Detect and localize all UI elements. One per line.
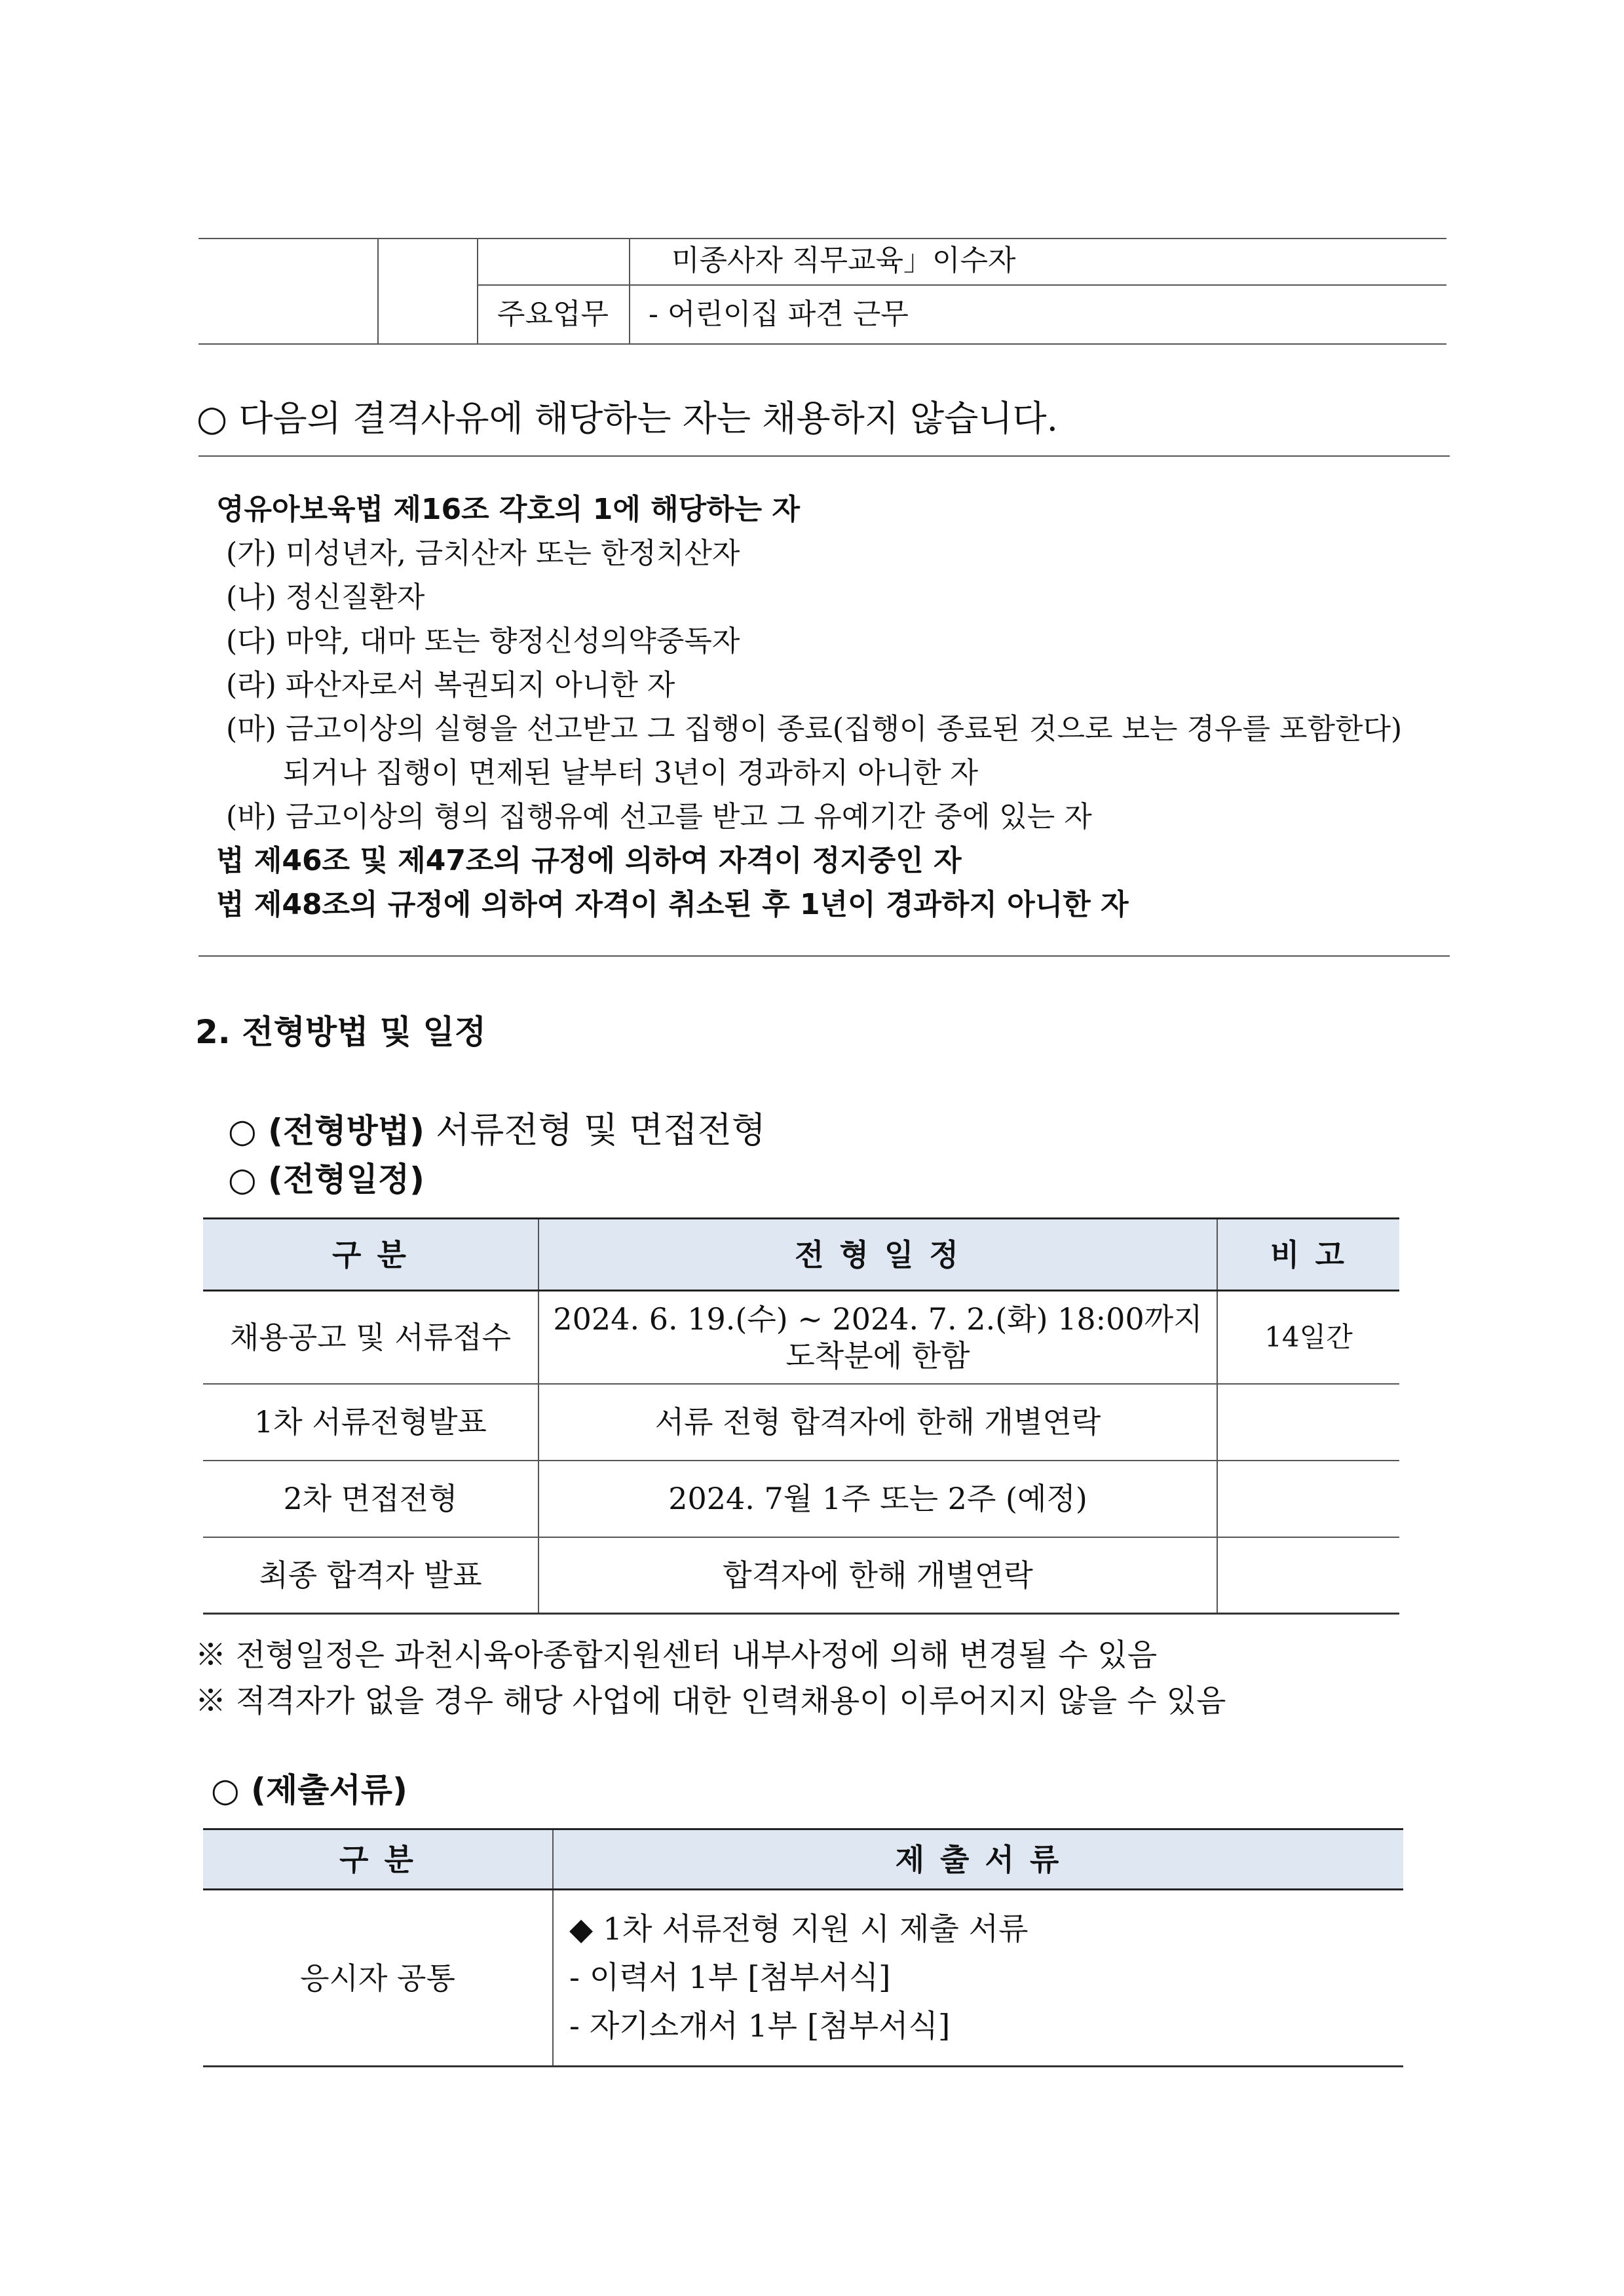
schedule-label: ○ (전형일정) bbox=[228, 1160, 425, 1198]
disqualify-item: (마) 금고이상의 실형을 선고받고 그 집행이 종료(집행이 종료된 것으로 보는 경우를 포함한다) bbox=[226, 712, 1403, 746]
documents-cell-list bbox=[553, 1890, 1403, 2067]
schedule-cell-line: 2024. 6. 19.(수) ~ 2024. 7. 2.(화) 18:00까지 bbox=[553, 1301, 1203, 1337]
disqualify-item: (라) 파산자로서 복권되지 아니한 자 bbox=[226, 668, 675, 702]
disqualify-item-continued: 되거나 집행이 면제된 날부터 3년이 경과하지 아니한 자 bbox=[283, 756, 978, 790]
documents-label: ○ (제출서류) bbox=[211, 1771, 407, 1809]
method-label: ○ (전형방법) bbox=[228, 1112, 425, 1150]
schedule-header-category: 구 분 bbox=[203, 1219, 538, 1291]
disqualify-item: (바) 금고이상의 형의 집행유예 선고를 받고 그 유예기간 중에 있는 자 bbox=[226, 800, 1092, 833]
top-table-divider bbox=[477, 284, 1446, 286]
top-table-bottom bbox=[198, 343, 1446, 345]
table-row bbox=[203, 1291, 1399, 1384]
note: ※ 적격자가 없을 경우 해당 사업에 대한 인력채용이 이루어지지 않을 수 있음 bbox=[195, 1683, 1226, 1719]
disqualify-law3: 법 제48조의 규정에 의하여 자격이 취소된 후 1년이 경과하지 아니한 자 bbox=[216, 888, 1129, 921]
disqualify-item: (가) 미성년자, 금치산자 또는 한정치산자 bbox=[226, 537, 740, 570]
schedule-cell-schedule bbox=[538, 1291, 1217, 1384]
schedule-cell-remarks bbox=[1217, 1461, 1399, 1537]
documents-cell-category: 응시자 공통 bbox=[203, 1890, 553, 2067]
schedule-table bbox=[203, 1217, 1399, 1615]
top-table-row2-label: 주요업무 bbox=[497, 297, 609, 331]
table-row bbox=[203, 1461, 1399, 1537]
documents-header-category: 구 분 bbox=[203, 1829, 553, 1890]
schedule-cell-category: 최종 합격자 발표 bbox=[203, 1537, 538, 1614]
disqualify-item: (나) 정신질환자 bbox=[226, 581, 425, 614]
disqualify-law2: 법 제46조 및 제47조의 규정에 의하여 자격이 정지중인 자 bbox=[216, 844, 962, 877]
top-table-col-line bbox=[377, 238, 379, 343]
schedule-header-schedule: 전 형 일 정 bbox=[538, 1219, 1217, 1291]
schedule-cell-category: 2차 면접전형 bbox=[203, 1461, 538, 1537]
documents-table-header bbox=[203, 1829, 1403, 1890]
schedule-table-header bbox=[203, 1219, 1399, 1291]
disqualify-box-bottom bbox=[198, 955, 1450, 957]
schedule-cell-line: 도착분에 한함 bbox=[785, 1337, 970, 1373]
schedule-cell-schedule: 합격자에 한해 개별연락 bbox=[538, 1537, 1217, 1614]
disqualify-box-top bbox=[198, 455, 1450, 457]
section2-title: 2. 전형방법 및 일정 bbox=[195, 1013, 487, 1051]
method-line bbox=[228, 1107, 766, 1154]
table-row bbox=[203, 1537, 1399, 1614]
schedule-header-remarks: 비 고 bbox=[1217, 1219, 1399, 1291]
table-row bbox=[203, 1890, 1403, 2067]
schedule-cell-remarks bbox=[1217, 1537, 1399, 1614]
documents-line: ◆ 1차 서류전형 지원 시 제출 서류 bbox=[569, 1911, 1029, 1947]
method-text: 서류전형 및 면접전형 bbox=[424, 1109, 766, 1151]
disqualify-law1: 영유아보육법 제16조 각호의 1에 해당하는 자 bbox=[216, 493, 801, 526]
top-table-row2-text: - 어린이집 파견 근무 bbox=[649, 297, 909, 331]
documents-line: - 자기소개서 1부 [첨부서식] bbox=[569, 2008, 951, 2044]
documents-line: - 이력서 1부 [첨부서식] bbox=[569, 1959, 891, 1996]
top-table-col-line bbox=[629, 238, 630, 343]
schedule-cell-category: 1차 서류전형발표 bbox=[203, 1384, 538, 1461]
documents-table bbox=[203, 1828, 1403, 2067]
disqualify-heading: ○ 다음의 결격사유에 해당하는 자는 채용하지 않습니다. bbox=[197, 398, 1058, 439]
top-table-row1-text: 미종사자 직무교육」이수자 bbox=[671, 244, 1016, 277]
schedule-cell-remarks bbox=[1217, 1384, 1399, 1461]
schedule-cell-category: 채용공고 및 서류접수 bbox=[203, 1291, 538, 1384]
documents-header-docs: 제 출 서 류 bbox=[553, 1829, 1403, 1890]
schedule-cell-schedule: 2024. 7월 1주 또는 2주 (예정) bbox=[538, 1461, 1217, 1537]
schedule-cell-schedule: 서류 전형 합격자에 한해 개별연락 bbox=[538, 1384, 1217, 1461]
top-table-border bbox=[198, 238, 1446, 239]
disqualify-item: (다) 마약, 대마 또는 향정신성의약중독자 bbox=[226, 624, 740, 658]
schedule-cell-remarks: 14일간 bbox=[1217, 1291, 1399, 1384]
note: ※ 전형일정은 과천시육아종합지원센터 내부사정에 의해 변경될 수 있음 bbox=[195, 1637, 1158, 1674]
table-row bbox=[203, 1384, 1399, 1461]
